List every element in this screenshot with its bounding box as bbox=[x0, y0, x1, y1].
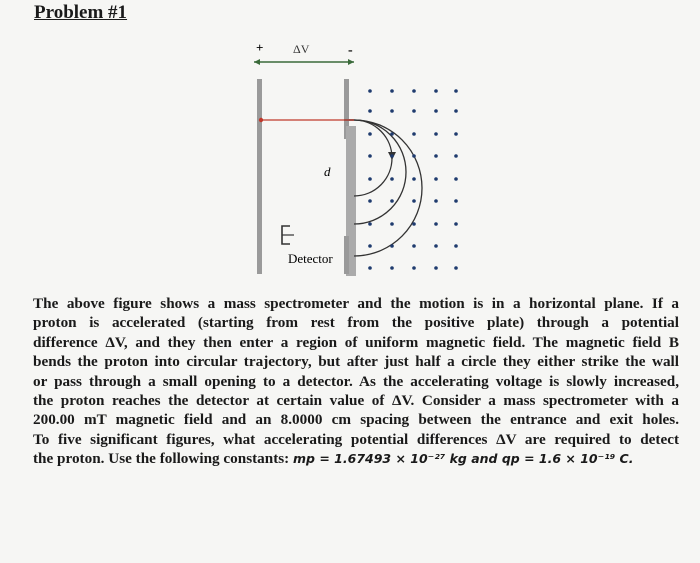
delta-v-label: ΔV bbox=[293, 42, 310, 56]
text-line-5: or pass through a small opening to a detector. As the accelerating voltage is slowly increased, bbox=[33, 372, 679, 390]
field-dot bbox=[434, 177, 438, 181]
figure-svg bbox=[230, 36, 480, 276]
field-dot bbox=[434, 109, 438, 113]
field-dot bbox=[368, 177, 372, 181]
field-dot bbox=[412, 154, 416, 158]
delta-v-arrow-left bbox=[254, 59, 260, 65]
problem-text bbox=[33, 294, 679, 469]
text-line-2: proton is accelerated (starting from rest from the positive plate) through a potential bbox=[33, 314, 679, 332]
field-dot bbox=[454, 199, 458, 203]
text-line-6: the proton reaches the detector at certain value of ΔV. Consider a mass spectrometer with a bbox=[33, 392, 679, 410]
text-line-8: To five significant figures, what accelerating potential differences ΔV are required to detect bbox=[33, 430, 679, 448]
magnetic-field-dots bbox=[368, 89, 458, 270]
field-dot bbox=[454, 244, 458, 248]
field-dot bbox=[434, 199, 438, 203]
field-dot bbox=[412, 199, 416, 203]
field-dot bbox=[412, 109, 416, 113]
field-dot bbox=[454, 109, 458, 113]
field-dot bbox=[454, 154, 458, 158]
problem-title: Problem #1 bbox=[34, 2, 128, 23]
mass-spectrometer-figure bbox=[230, 36, 480, 276]
field-dot bbox=[368, 222, 372, 226]
field-dot bbox=[412, 266, 416, 270]
minus-label: - bbox=[348, 43, 353, 58]
positive-plate bbox=[257, 79, 262, 274]
field-dot bbox=[368, 132, 372, 136]
field-dot bbox=[434, 154, 438, 158]
field-dot bbox=[390, 222, 394, 226]
field-dot bbox=[434, 244, 438, 248]
text-line-1: The above figure shows a mass spectrometer and the motion is in a horizontal plane. If a bbox=[33, 295, 679, 312]
field-dot bbox=[390, 154, 394, 158]
distance-label: d bbox=[324, 164, 331, 179]
field-dot bbox=[412, 132, 416, 136]
field-dot bbox=[454, 222, 458, 226]
field-dot bbox=[454, 132, 458, 136]
field-dot bbox=[368, 244, 372, 248]
field-dot bbox=[368, 199, 372, 203]
field-dot bbox=[368, 266, 372, 270]
field-dot bbox=[390, 132, 394, 136]
field-dot bbox=[390, 266, 394, 270]
field-dot bbox=[390, 89, 394, 93]
proton-source bbox=[259, 118, 263, 122]
text-line-3: difference ΔV, and they then enter a region of uniform magnetic field. The magnetic field B bbox=[33, 333, 679, 351]
field-dot bbox=[412, 177, 416, 181]
field-dot bbox=[412, 89, 416, 93]
field-dot bbox=[368, 109, 372, 113]
text-line-9 bbox=[33, 449, 679, 468]
delta-v-arrow-right bbox=[348, 59, 354, 65]
text-line-7: 200.00 mT magnetic field and an 8.0000 cm spacing between the entrance and exit holes. bbox=[33, 411, 679, 429]
wall-lower bbox=[344, 236, 349, 274]
field-dot bbox=[368, 89, 372, 93]
field-dot bbox=[412, 222, 416, 226]
field-dot bbox=[434, 89, 438, 93]
last-line-prefix: the proton. Use the following constants: bbox=[33, 450, 294, 468]
field-dot bbox=[454, 89, 458, 93]
field-dot bbox=[412, 244, 416, 248]
field-dot bbox=[454, 266, 458, 270]
field-dot bbox=[434, 222, 438, 226]
field-dot bbox=[434, 266, 438, 270]
detector-label: Detector bbox=[288, 251, 333, 266]
field-dot bbox=[434, 132, 438, 136]
plus-label: + bbox=[256, 40, 264, 55]
field-dot bbox=[454, 177, 458, 181]
field-dot bbox=[390, 199, 394, 203]
field-dot bbox=[390, 244, 394, 248]
text-line-4: bends the proton into circular trajectory, but after just half a circle they either strike the wall bbox=[33, 353, 679, 371]
field-dot bbox=[368, 154, 372, 158]
field-dot bbox=[390, 109, 394, 113]
field-dot bbox=[390, 177, 394, 181]
constants-text: mp = 1.67493 × 10⁻²⁷ kg and qp = 1.6 × 10⁻¹⁹ C. bbox=[293, 451, 634, 467]
